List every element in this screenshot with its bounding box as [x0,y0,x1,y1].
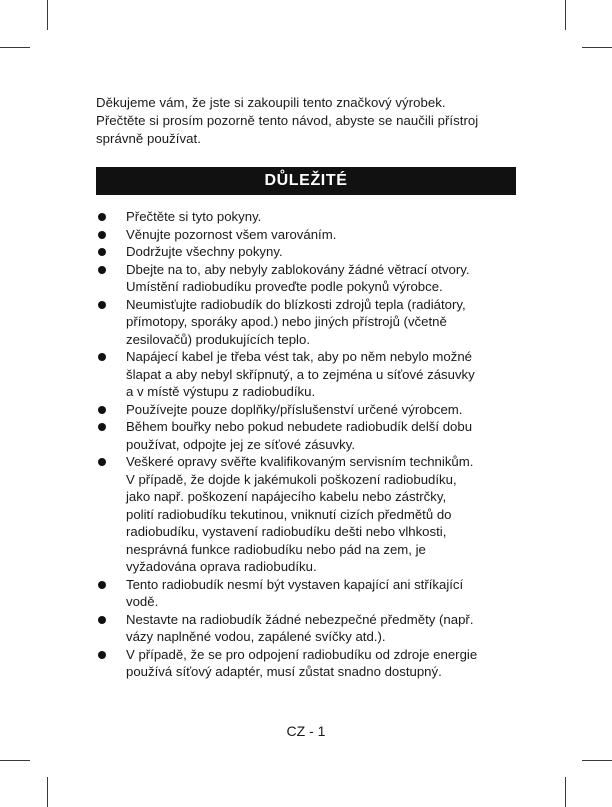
list-item-text: Napájecí kabel je třeba vést tak, aby po něm nebylo možné šlapat a aby nebyl skřípnutý, a to zejména u síťové zásuvky a v místě výstupu z radiobudíku. [126,349,475,399]
crop-mark-top-right-v [565,0,566,30]
bullet-icon [98,616,106,624]
crop-mark-bottom-left-v [47,777,48,807]
list-item [96,646,520,681]
crop-mark-top-left-h [0,47,30,48]
bullet-icon [98,353,106,361]
list-item [96,261,520,296]
banner-title: DŮLEŽITÉ [264,172,348,189]
list-item [96,576,520,611]
bullet-icon [98,406,106,414]
list-item-text: Přečtěte si tyto pokyny. [126,209,262,224]
intro-line: správně používat. [96,131,201,146]
bullet-icon [98,458,106,466]
list-item [96,401,520,419]
list-item-text: Tento radiobudík nesmí být vystaven kapající ani stříkající vodě. [126,576,464,609]
list-item [96,348,520,401]
bullet-icon [98,423,106,431]
intro-paragraph [96,94,520,148]
crop-mark-bottom-right-v [565,777,566,807]
list-item-text: Nestavte na radiobudík žádné nebezpečné předměty (např. vázy naplněné vodou, zapálené svíčky atd.). [126,611,474,644]
bullet-icon [98,248,106,256]
list-item [96,243,520,261]
list-item-text: Během bouřky nebo pokud nebudete radiobudík delší dobu používat, odpojte jej ze síťové zásuvky. [126,419,473,452]
list-item-text: Dodržujte všechny pokyny. [126,244,283,259]
crop-mark-top-left-v [47,0,48,30]
list-item-text: V případě, že se pro odpojení radiobudíku od zdroje energie používá síťový adaptér, musí zůstat snadno dostupný. [126,646,478,679]
intro-line: Přečtěte si prosím pozorně tento návod, abyste se naučili přístroj [96,113,479,128]
bullet-icon [98,581,106,589]
crop-mark-bottom-left-h [0,760,30,761]
list-item [96,208,520,226]
bullet-icon [98,651,106,659]
list-item-text: Neumisťujte radiobudík do blízkosti zdrojů tepla (radiátory, přímotopy, sporáky apod.) nebo jiných přístrojů (včetně zesilovačů) produkujících teplo. [126,296,466,347]
list-item [96,611,520,646]
intro-line: Děkujeme vám, že jste si zakoupili tento značkový výrobek. [96,95,446,110]
list-item [96,418,520,453]
list-item [96,226,520,244]
list-item [96,296,520,349]
list-item-text: Používejte pouze doplňky/příslušenství určené výrobcem. [126,401,463,417]
bullet-icon [98,301,106,309]
crop-mark-bottom-right-h [582,760,612,761]
crop-mark-top-right-h [582,47,612,48]
bullet-icon [98,231,106,239]
list-item [96,453,520,576]
list-item-text: Veškeré opravy svěřte kvalifikovaným servisním technikům. V případě, že dojde k jakémukoli poškození radiobudíku, jako např. poškození napájecího kabelu nebo zástrčky, polití radiobudíku tekutinou, vniknutí cizích předmětů do radiobudíku, vystavení radiobudíku dešti nebo vlhkosti, nesprávná funkce radiobudíku nebo pád na zem, je vyžadována oprava radiobudíku. [126,454,474,574]
list-item-text: Věnujte pozornost všem varováním. [126,226,337,242]
page-number: CZ - 1 [286,723,326,739]
safety-instructions-list [96,208,520,681]
bullet-icon [98,266,106,274]
bullet-icon [98,213,106,221]
important-banner [96,167,516,195]
list-item-text: Dbejte na to, aby nebyly zablokovány žádné větrací otvory. Umístění radiobudíku proveďte podle pokynů výrobce. [126,261,470,294]
